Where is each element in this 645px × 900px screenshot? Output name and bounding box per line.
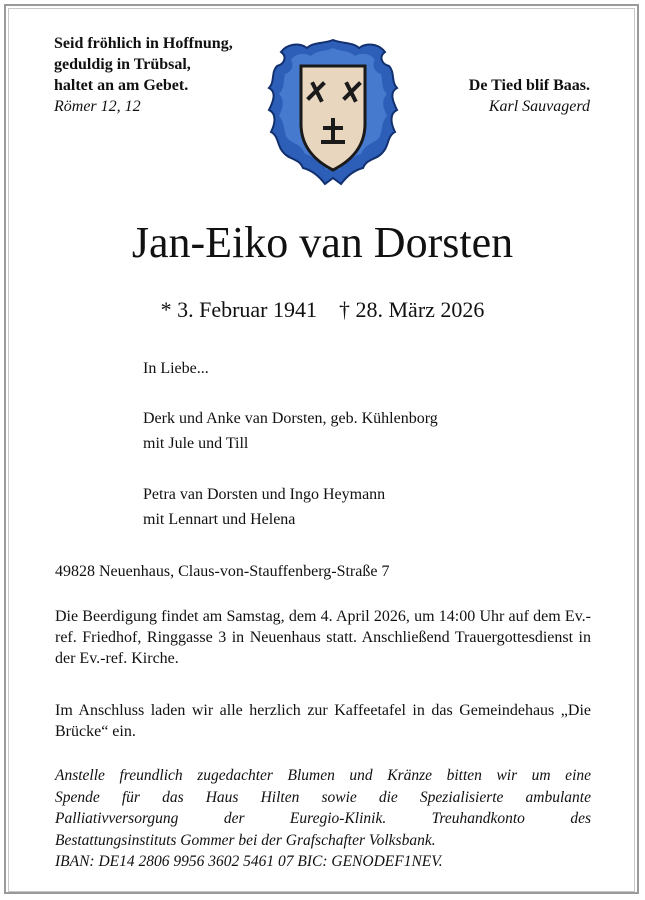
family-intro: In Liebe... bbox=[143, 360, 209, 377]
death-date: † 28. März 2026 bbox=[339, 297, 485, 322]
family-line: Petra van Dorsten und Ingo Heymann bbox=[143, 486, 386, 503]
donation-line: IBAN: DE14 2806 9956 3602 5461 07 BIC: GENODEF1NEV. bbox=[55, 853, 443, 870]
family-line: mit Lennart und Helena bbox=[143, 511, 296, 528]
family-line: mit Jule und Till bbox=[143, 435, 249, 452]
funeral-text: Die Beerdigung findet am Samstag, dem 4. April 2026, um 14:00 Uhr auf dem Ev.-ref. Friedhof, Ringgasse 3 in Neuenhaus statt. Anschließend Trauergottesdienst in der Ev.-ref. Kirche. bbox=[55, 608, 591, 667]
donation-paragraph bbox=[55, 765, 591, 873]
dialect-quote-text: De Tied blif Baas. bbox=[468, 77, 590, 94]
bible-quote-line: geduldig in Trübsal, bbox=[54, 56, 191, 73]
birth-date: * 3. Februar 1941 bbox=[160, 297, 317, 322]
bible-quote-line: Seid fröhlich in Hoffnung, bbox=[54, 35, 233, 52]
donation-line: Bestattungsinstituts Gommer bei der Grafschafter Volksbank. bbox=[55, 831, 436, 849]
family-group-2 bbox=[143, 482, 563, 532]
bible-quote-source: Römer 12, 12 bbox=[54, 98, 141, 115]
coffee-text: Im Anschluss laden wir alle herzlich zur Kaffeetafel in das Gemeindehaus „Die Brücke“ ein. bbox=[55, 702, 591, 740]
funeral-paragraph bbox=[55, 606, 591, 669]
bible-quote bbox=[54, 33, 284, 117]
donation-line: Palliativversorgung der Euregio-Klinik. Treuhandkonto des bbox=[55, 810, 591, 827]
bible-quote-line: haltet an am Gebet. bbox=[54, 77, 189, 94]
life-dates bbox=[0, 296, 645, 324]
donation-line: Spende für das Haus Hilten sowie die Spezialisierte ambulante bbox=[55, 788, 591, 806]
deceased-name: Jan-Eiko van Dorsten bbox=[131, 218, 514, 267]
dialect-quote bbox=[370, 75, 590, 117]
dialect-quote-author: Karl Sauvagerd bbox=[488, 98, 590, 115]
family-line: Derk und Anke van Dorsten, geb. Kühlenborg bbox=[143, 410, 438, 427]
family-group-1 bbox=[143, 406, 563, 456]
donation-line: Anstelle freundlich zugedachter Blumen und Kränze bitten wir um eine bbox=[55, 767, 591, 784]
address: 49828 Neuenhaus, Claus-von-Stauffenberg-Straße 7 bbox=[55, 563, 390, 580]
coffee-paragraph bbox=[55, 700, 591, 742]
